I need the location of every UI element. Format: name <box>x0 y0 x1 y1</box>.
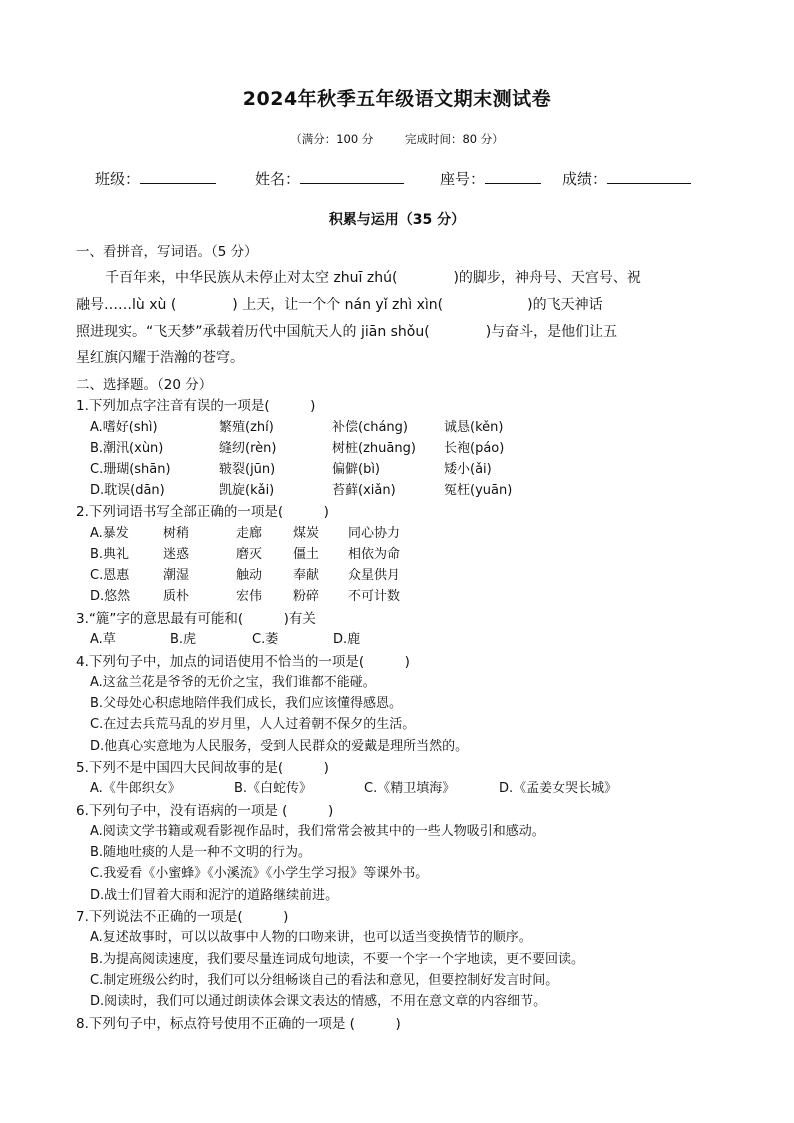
section-title: 积累与运用（35 分） <box>328 212 466 228</box>
option-text: B.随地吐痰的人是一种不文明的行为。 <box>90 845 312 860</box>
option-text: 迷惑 <box>163 547 190 562</box>
option-text: 冤枉(yuān) <box>444 483 513 498</box>
question-stem: 3.“簏”字的意思最有可能和( )有关 <box>76 611 316 627</box>
q2-heading: 二、选择题。（20 分） <box>76 377 213 393</box>
q1-line: 星红旗闪耀于浩瀚的苍穹。 <box>76 350 244 366</box>
option-text: A.复述故事时，可以以故事中人物的口吻来讲，也可以适当变换情节的顺序。 <box>90 930 532 945</box>
option-text: D.悠然 <box>90 589 131 604</box>
question-stem: 5.下列不是中国四大民间故事的是( ) <box>76 760 329 776</box>
option-text: 树稍 <box>163 526 190 541</box>
option-text: 质朴 <box>163 589 190 604</box>
option-text: C.恩惠 <box>90 568 130 583</box>
q1-line: 照进现实。“飞天梦”承载着历代中国航天人的 jiān shǒu( )与奋斗，是他们让五 <box>76 324 618 340</box>
option-text: D.他真心实意地为人民服务，受到人民群众的爱戴是理所当然的。 <box>90 739 469 754</box>
q1-line: 千百年来，中华民族从未停止对太空 zhuī zhú( )的脚步，神舟号、天宫号、祝 <box>105 270 641 286</box>
option-text: A.草 <box>90 632 116 647</box>
seat-field <box>440 168 541 189</box>
option-text: D.耽误(dān) <box>90 483 165 498</box>
option-text: 触动 <box>236 568 263 583</box>
option-text: B.《白蛇传》 <box>234 781 313 796</box>
option-text: 诚恳(kěn) <box>444 420 504 435</box>
option-text: C.珊瑚(shān) <box>90 462 171 477</box>
q1-line: 融号……lù xù ( ) 上天，让一个个 nán yǐ zhì xìn( )的飞天神话 <box>76 297 603 313</box>
option-text: 皲裂(jūn) <box>219 462 276 477</box>
option-text: B.为提高阅读速度，我们要尽量连词成句地读，不要一个字一个字地读，更不要回读。 <box>90 952 585 967</box>
option-text: 潮湿 <box>163 568 190 583</box>
score-info <box>0 131 794 147</box>
option-text: D.鹿 <box>333 632 361 647</box>
grade-field <box>562 168 691 189</box>
option-text: D.《孟姜女哭长城》 <box>499 781 618 796</box>
grade-blank[interactable] <box>607 169 691 184</box>
option-text: 同心协力 <box>348 526 401 541</box>
option-text: D.阅读时，我们可以通过朗读体会课文表达的情感，不用在意文章的内容细节。 <box>90 994 547 1009</box>
option-text: 苔藓(xiǎn) <box>332 483 396 498</box>
option-text: C.我爱看《小蜜蜂》《小溪流》《小学生学习报》等课外书。 <box>90 866 429 881</box>
option-text: D.战士们冒着大雨和泥泞的道路继续前进。 <box>90 888 339 903</box>
class-label: 班级： <box>95 170 141 188</box>
option-text: 宏伟 <box>236 589 263 604</box>
question-stem: 2.下列词语书写全部正确的一项是( ) <box>76 504 329 520</box>
grade-label: 成绩： <box>562 170 608 188</box>
option-text: C.在过去兵荒马乱的岁月里，人人过着朝不保夕的生活。 <box>90 717 416 732</box>
option-text: 煤炭 <box>293 526 320 541</box>
option-text: B.典礼 <box>90 547 130 562</box>
question-stem: 7.下列说法不正确的一项是( ) <box>76 909 289 925</box>
seat-label: 座号： <box>440 170 486 188</box>
class-field <box>95 168 216 189</box>
option-text: A.嗜好(shì) <box>90 420 158 435</box>
option-text: A.《牛郎织女》 <box>90 781 181 796</box>
page-title: 2024年秋季五年级语文期末测试卷 <box>242 88 552 110</box>
seat-blank[interactable] <box>485 169 541 184</box>
question-stem: 4.下列句子中，加点的词语使用不恰当的一项是( ) <box>76 654 410 670</box>
option-text: 繁殖(zhí) <box>219 420 274 435</box>
option-text: A.暴发 <box>90 526 129 541</box>
option-text: C.制定班级公约时，我们可以分组畅谈自己的看法和意见，但要控制好发言时间。 <box>90 973 559 988</box>
class-blank[interactable] <box>140 169 216 184</box>
question-stem: 6.下列句子中，没有语病的一项是 ( ) <box>76 803 334 819</box>
time-limit: 完成时间：80 分） <box>404 132 504 146</box>
option-text: 补偿(cháng) <box>332 420 408 435</box>
option-text: 磨灭 <box>236 547 263 562</box>
option-text: 众星供月 <box>348 568 401 583</box>
option-text: B.潮汛(xùn) <box>90 441 164 456</box>
option-text: 僵土 <box>293 547 320 562</box>
option-text: 相依为命 <box>348 547 401 562</box>
option-text: C.萎 <box>252 632 279 647</box>
option-text: 缝纫(rèn) <box>219 441 277 456</box>
name-field <box>255 168 404 189</box>
question-stem: 1.下列加点字注音有误的一项是( ) <box>76 398 316 414</box>
question-stem: 8.下列句子中，标点符号使用不正确的一项是 ( ) <box>76 1016 401 1032</box>
option-text: 粉碎 <box>293 589 320 604</box>
option-text: 奉献 <box>293 568 320 583</box>
option-text: 凯旋(kǎi) <box>219 483 275 498</box>
option-text: 树桩(zhuāng) <box>332 441 416 456</box>
full-score: （满分：100 分 <box>290 132 374 146</box>
option-text: 不可计数 <box>348 589 401 604</box>
name-blank[interactable] <box>300 169 404 184</box>
option-text: 走廊 <box>236 526 263 541</box>
option-text: B.父母处心积虑地陪伴我们成长，我们应该懂得感恩。 <box>90 696 403 711</box>
option-text: C.《精卫填海》 <box>364 781 456 796</box>
option-text: 长袍(páo) <box>444 441 505 456</box>
name-label: 姓名： <box>255 170 301 188</box>
option-text: 偏僻(bì) <box>332 462 381 477</box>
q1-heading: 一、看拼音，写词语。（5 分） <box>76 244 258 260</box>
option-text: B.虎 <box>170 632 197 647</box>
option-text: 矮小(ǎi) <box>444 462 492 477</box>
option-text: A.这盆兰花是爷爷的无价之宝，我们谁都不能碰。 <box>90 675 376 690</box>
option-text: A.阅读文学书籍或观看影视作品时，我们常常会被其中的一些人物吸引和感动。 <box>90 824 545 839</box>
